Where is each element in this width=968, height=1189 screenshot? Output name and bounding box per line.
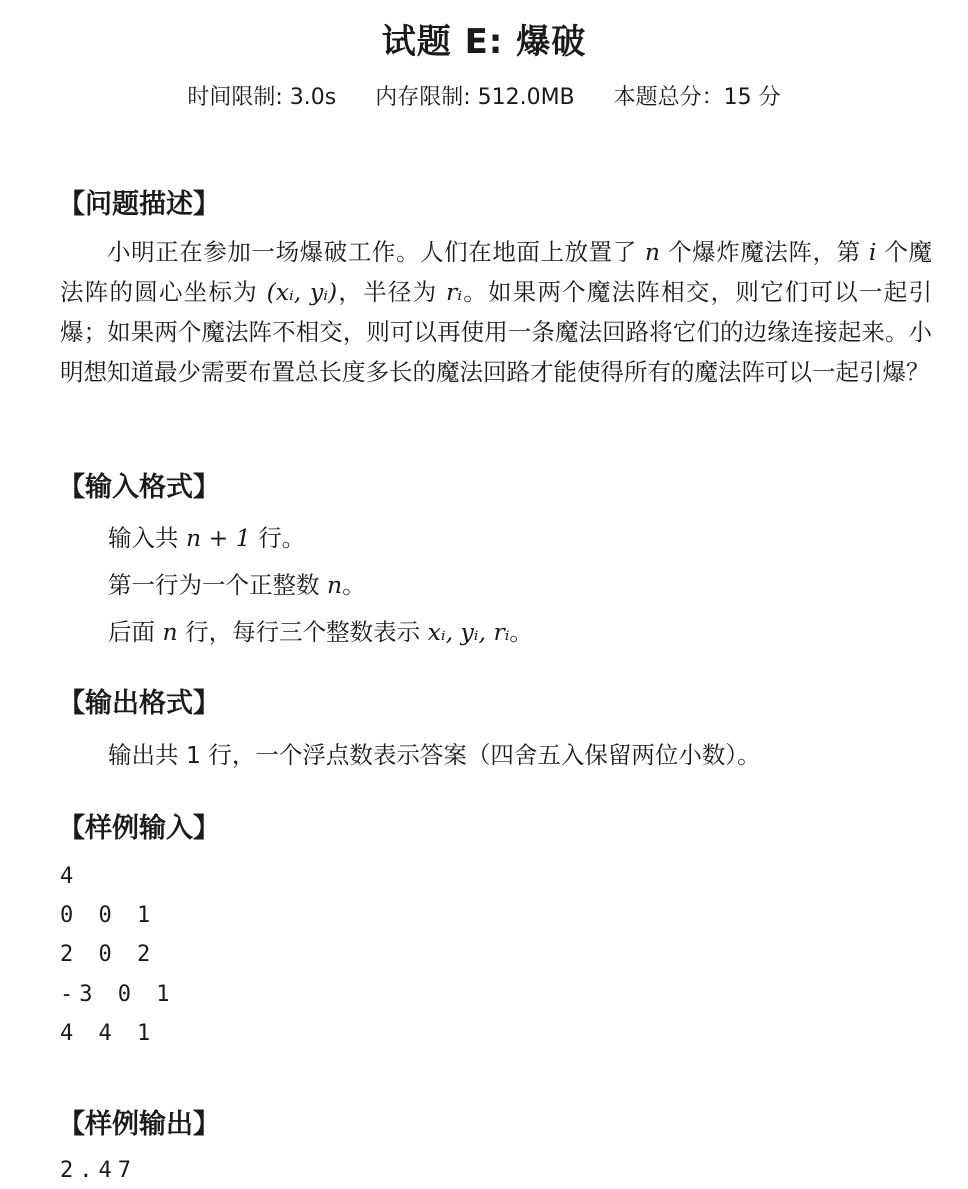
n-plus-one: n + 1 bbox=[185, 524, 251, 552]
output-line-1: 输出共 1 行，一个浮点数表示答案（四舍五入保留两位小数）。 bbox=[108, 741, 761, 769]
output-heading: 【输出格式】 bbox=[58, 688, 220, 719]
input-line-1 bbox=[108, 519, 305, 553]
input-text: 第一行为一个正整数 bbox=[108, 571, 320, 599]
description-paragraph bbox=[60, 232, 932, 392]
total-score: 本题总分：15 分 bbox=[613, 85, 781, 110]
var-n: n bbox=[326, 571, 343, 599]
input-text: 。 bbox=[342, 571, 366, 599]
desc-text-2: 个爆炸魔法阵，第 bbox=[668, 238, 861, 266]
input-text: 输入共 bbox=[108, 524, 179, 552]
desc-text-1: 小明正在参加一场爆破工作。人们在地面上放置了 bbox=[107, 238, 637, 266]
sample-input-line: 4 4 1 bbox=[60, 1021, 157, 1046]
memory-limit: 内存限制: 512.0MB bbox=[375, 85, 575, 110]
limits-bar bbox=[0, 80, 968, 111]
vars-expr: xᵢ, yᵢ, rᵢ bbox=[427, 618, 510, 646]
time-limit: 时间限制: 3.0s bbox=[187, 85, 337, 110]
var-i: i bbox=[868, 238, 877, 266]
input-line-2 bbox=[108, 566, 366, 600]
sample-input-line: -3 0 1 bbox=[60, 982, 176, 1007]
input-line-3 bbox=[108, 613, 533, 647]
sample-input-heading: 【样例输入】 bbox=[58, 813, 220, 844]
sample-input-line: 2 0 2 bbox=[60, 942, 157, 967]
var-n: n bbox=[162, 618, 178, 646]
input-text: 。 bbox=[509, 618, 533, 646]
sample-input-line: 0 0 1 bbox=[60, 903, 157, 928]
coord-expr: (xᵢ, yᵢ) bbox=[266, 278, 338, 306]
sample-input-line: 4 bbox=[60, 864, 80, 889]
input-text: 行，每行三个整数表示 bbox=[185, 618, 421, 646]
var-n: n bbox=[644, 238, 661, 266]
description-heading: 【问题描述】 bbox=[58, 189, 220, 220]
input-text: 行。 bbox=[258, 524, 306, 552]
desc-text-5: 。如果两个魔法阵相交，则它们可以一起引爆；如果两个魔法阵不相交，则可以再使用一条魔法回路将它们的边缘连接起来。小明想知道最少需要布置总长度多长的魔法回路才能使得所有的魔法阵可以一起引爆？ bbox=[60, 278, 933, 386]
problem-title: 试题 E: 爆破 bbox=[381, 22, 587, 62]
radius-expr: rᵢ bbox=[446, 278, 462, 306]
sample-output-heading: 【样例输出】 bbox=[58, 1109, 220, 1140]
input-text: 后面 bbox=[108, 618, 155, 646]
sample-output-line: 2.47 bbox=[60, 1158, 137, 1183]
input-heading: 【输入格式】 bbox=[58, 472, 220, 503]
desc-text-4: ，半径为 bbox=[337, 278, 438, 306]
desc-text-3: 个魔法阵的圆心坐标为 bbox=[60, 238, 933, 306]
